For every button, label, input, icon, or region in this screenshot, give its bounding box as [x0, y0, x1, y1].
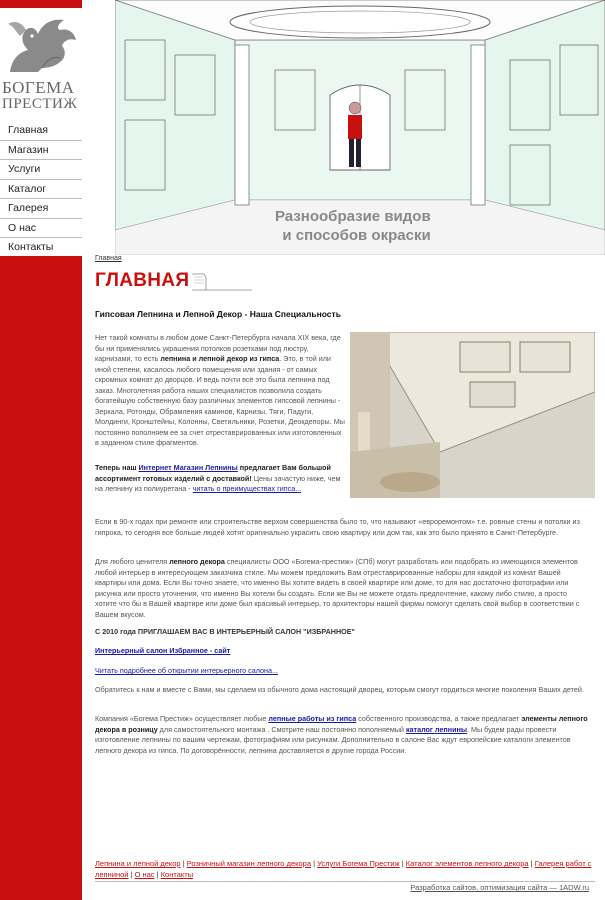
- footer-link-catalog[interactable]: Каталог элементов лепного декора: [405, 859, 529, 868]
- footer-divider: [95, 881, 595, 882]
- stucco-works-link[interactable]: лепные работы из гипса: [268, 714, 357, 723]
- salon-heading: С 2010 года ПРИГЛАШАЕМ ВАС В ИНТЕРЬЕРНЫЙ САЛОН "ИЗБРАННОЕ": [95, 627, 355, 636]
- ceiling-photo: [350, 332, 595, 498]
- contact-us-paragraph: Обратитесь к нам и вместе с Вами, мы сделаем из обычного дома настоящий дворец, которым смогут гордиться многие поколения Ваших детей.: [95, 685, 584, 694]
- logo[interactable]: [0, 8, 82, 118]
- design-paragraph: Для любого ценителя лепного декора специалисты ООО «Богема-престиж» (СПб) могут разработать или подобрать из имеющихся элементов любой интерьер в интересующем заказчика стиле. Мы можем предложить Вам отреставрированные наборы для каждой из комнат Вашей квартиры или дома. Если Вы точно знаете, что именно Вы хотите видеть в своей квартире или доме, то для нас достаточно фотографии или рисунка или просто уточнения, что именно Вы хотели бы создать. Если же Вы не можете отдать предпочтение, какому либо стилю, а просто хотите что бы в Вашей квартире или доме был красивый интерьер, то архитекторы нашей фирмы помогут сделать свой выбор в соответствии с Вашем вкусом.: [95, 557, 580, 619]
- page-subtitle: Гипсовая Лепнина и Лепной Декор - Наша Специальность: [95, 309, 341, 319]
- left-column: [0, 0, 82, 900]
- nav-item-contacts[interactable]: Контакты: [0, 238, 82, 258]
- footer-links: Лепнина и лепной декор | Розничный магазин лепного декора | Услуги Богема Престиж | Каталог элементов лепного декора | Галерея работ с лепниной | О нас | Контакты: [95, 859, 592, 879]
- renovation-paragraph: Если в 90-х годах при ремонте или строительстве верхом совершенства было то, что называют «евроремонтом» т.е. ровные стены и потолки из гипрока, то сегодня все больше людей хотят оригинально украсить свою квартиру или дом так, как это было принято в Санкт-Петербурге.: [95, 517, 580, 537]
- footer-link-about[interactable]: О нас: [134, 870, 155, 879]
- stucco-catalog-link[interactable]: каталог лепнины: [405, 724, 467, 734]
- nav-item-home[interactable]: Главная: [0, 121, 82, 141]
- salon-more-paragraph: [95, 666, 590, 677]
- nav-item-services[interactable]: Услуги: [0, 160, 82, 180]
- company-paragraph: Компания «Богема Престиж» осуществляет любые лепные работы из гипса собственного производства, а также предлагает элементы лепного декора в розницу для самостоятельного монтажа . Смотрите наш постоянно пополняемый каталог лепнины. Мы будем рады провести изготовление лепнины по вашим чертежам, фотографиям или рисункам. Дополнительно в салоне Вас ждут европейские каталоги элементов лепного декора из гипса. По договорённости, лепнина доставляется в другие города России.: [95, 714, 588, 755]
- salon-site-link[interactable]: Интерьерный салон Избранное - сайт: [95, 646, 231, 655]
- nav-item-catalog[interactable]: Каталог: [0, 180, 82, 200]
- developer-credit-link[interactable]: Разработка сайтов, оптимизация сайта — 1ADW.ru: [410, 883, 589, 892]
- page-title: ГЛАВНАЯ: [95, 270, 190, 291]
- shop-link[interactable]: Интернет Магазин Лепнины: [138, 463, 238, 472]
- intro-paragraph: Нет такой комнаты в любом доме Санкт-Петербурга начала XIX века, где бы ни применялись украшения потолков розетками под люстру, карнизами, то есть лепнина и лепной декор из гипса. Это, в той или иной степени, касалось любого помещения или здания - от самых скромных комнат до дворцов. И ведь почти всё это была лепнина под заказ. Многолетняя работа наших специалистов позволила создать богатейшую собственную базу различных элементов гипсовой лепнины - Зеркала, Ротонды, Обрамления каминов, Карнизы, Тяги, Падуги, Молдинги, Кронштейны, Колонны, Светильники, Розетки, Деокдепоры. Мы постоянно пополняем ее за счет отреставрированных или изготовленных в заданном стиле фрагментов.: [95, 333, 345, 447]
- logo-text-line2: ПРЕСТИЖ: [2, 96, 78, 112]
- salon-site-paragraph: [95, 646, 590, 657]
- logo-text-line1: БОГЕМА: [2, 78, 75, 97]
- breadcrumb[interactable]: Главная: [95, 255, 122, 262]
- footer-link-retail[interactable]: Розничный магазин лепного декора: [186, 859, 311, 868]
- salon-more-link[interactable]: Читать подробнее об открытии интерьерного салона...: [95, 666, 278, 675]
- footer-link-contacts[interactable]: Контакты: [160, 870, 194, 879]
- main-nav: [0, 121, 82, 258]
- header-illustration: [115, 0, 605, 255]
- footer-link-gallery[interactable]: Галерея работ с лепниной: [95, 859, 592, 879]
- gypsum-advantages-link[interactable]: читать о преимуществах гипса...: [192, 484, 302, 493]
- nav-item-about[interactable]: О нас: [0, 219, 82, 239]
- shop-paragraph: Теперь наш Интернет Магазин Лепнины предлагает Вам большой ассортимент готовых изделий с доставкой! Цены зачастую ниже, чем на лепнину из полиуретана - читать о преимуществах гипса...: [95, 463, 341, 493]
- red-sidebar-bar: [0, 256, 82, 900]
- footer-link-services[interactable]: Услуги Богема Престиж: [317, 859, 400, 868]
- top-red-strip: [0, 0, 82, 8]
- hero-caption: Разнообразие видов и способов окраски: [275, 208, 431, 244]
- griffin-icon: [2, 14, 80, 76]
- cornice-icon: [192, 272, 252, 292]
- nav-item-shop[interactable]: Магазин: [0, 141, 82, 161]
- nav-item-gallery[interactable]: Галерея: [0, 199, 82, 219]
- footer-link-stucco[interactable]: Лепнина и лепной декор: [95, 859, 181, 868]
